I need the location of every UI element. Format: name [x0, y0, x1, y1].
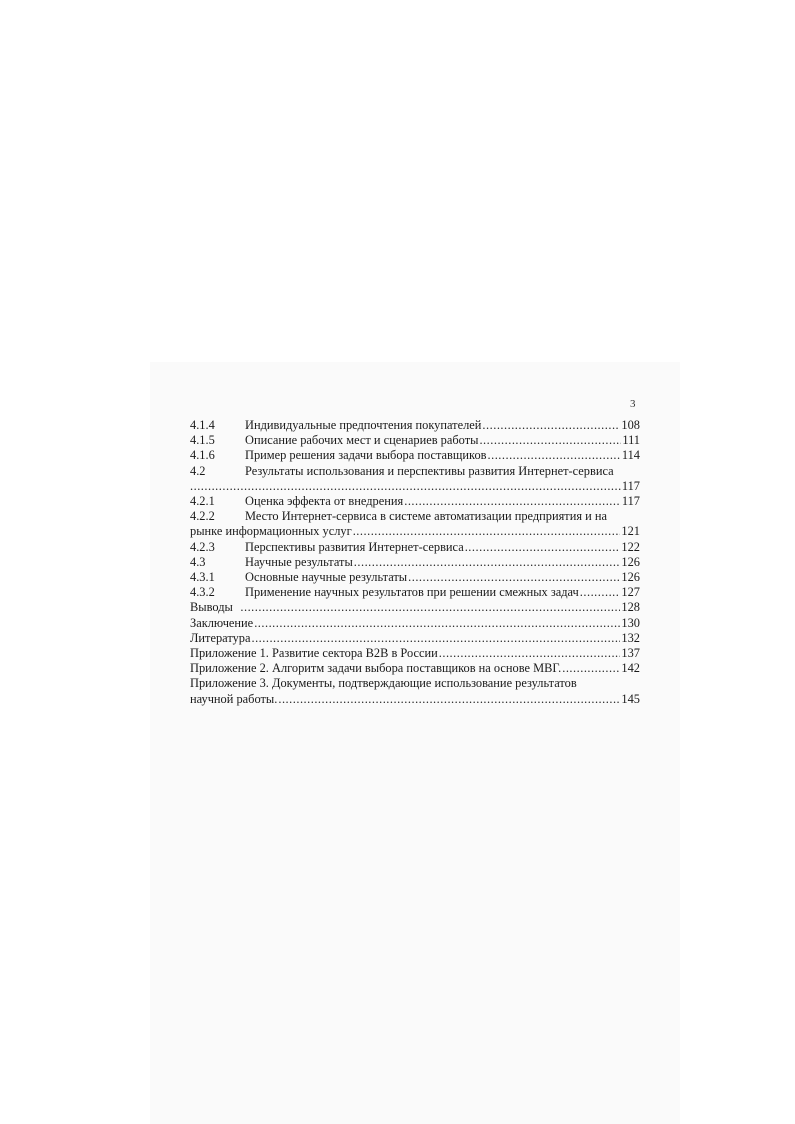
toc-leader-dots [251, 631, 620, 646]
toc-entry-literature [190, 631, 640, 646]
toc-entry-number: 4.2.3 [190, 539, 215, 554]
toc-leader-dots [354, 555, 621, 570]
toc-entry-number: 4.2.1 [190, 494, 215, 509]
toc-entry-4-2-1 [190, 494, 640, 509]
toc-entry-title: Приложение 3. Документы, подтверждающие использование результатов [190, 676, 577, 691]
toc-entry-title: Пример решения задачи выбора поставщиков [245, 448, 487, 463]
toc-leader-dots [488, 448, 621, 463]
toc-entry-summary [190, 616, 640, 631]
toc-entry-title: Заключение [190, 615, 254, 630]
toc-entry-title: Научные результаты [245, 554, 353, 569]
toc-entry-appendix-3 [190, 676, 640, 691]
toc-entry-title: Результаты использования и перспективы развития Интернет-сервиса [245, 463, 614, 478]
toc-leader-dots [190, 479, 621, 494]
toc-entry-4-2 [190, 464, 640, 479]
toc-entry-title: Выводы [190, 600, 233, 615]
toc-entry-title: Литература [190, 630, 251, 645]
toc-leader-dots [404, 494, 621, 509]
toc-entry-page: 117 [621, 494, 640, 509]
toc-entry-title: Приложение 2. Алгоритм задачи выбора поставщиков на основе МВГ. [190, 661, 562, 676]
toc-entry-title: Описание рабочих мест и сценариев работы [245, 433, 479, 448]
toc-leader-dots [408, 570, 620, 585]
toc-entry-page: 126 [621, 570, 640, 585]
toc-entry-page: 121 [621, 524, 640, 539]
toc-entry-4-3 [190, 555, 640, 570]
toc-entry-4-1-4 [190, 418, 640, 433]
toc-entry-page: 127 [621, 585, 640, 600]
toc-entry-title: Применение научных результатов при решении смежных задач [245, 585, 579, 600]
toc-entry-page: 132 [621, 630, 640, 645]
toc-entry-page: 114 [621, 448, 640, 463]
toc-entry-number: 4.3.1 [190, 570, 215, 585]
toc-entry-title: Место Интернет-сервиса в системе автоматизации предприятия и на [245, 509, 608, 524]
toc-entry-4-2-3 [190, 540, 640, 555]
toc-entry-title: Основные научные результаты [245, 570, 408, 585]
toc-entry-title-continuation: научной работы. [190, 691, 278, 706]
toc-entry-4-3-1 [190, 570, 640, 585]
toc-entry-number: 4.1.6 [190, 448, 215, 463]
toc-entry-4-3-2 [190, 585, 640, 600]
toc-entry-number: 4.1.4 [190, 418, 215, 432]
toc-entry-page: 142 [621, 661, 640, 676]
toc-entry-number: 4.1.5 [190, 433, 215, 448]
toc-entry-page: 145 [621, 691, 640, 706]
toc-leader-dots [278, 692, 620, 707]
toc-entry-4-1-6 [190, 448, 640, 463]
toc-entry-page: 117 [621, 478, 640, 493]
toc-entry-4-2-2-continuation [190, 524, 640, 539]
toc-entry-page: 111 [622, 433, 640, 448]
toc-entry-appendix-2 [190, 661, 640, 676]
toc-entry-page: 126 [621, 554, 640, 569]
toc-entry-page: 137 [621, 646, 640, 661]
toc-entry-title: Перспективы развития Интернет-сервиса [245, 539, 464, 554]
toc-leader-dots [353, 524, 621, 539]
toc-entry-appendix-1 [190, 646, 640, 661]
toc-entry-title: Оценка эффекта от внедрения [245, 494, 404, 509]
toc-entry-page: 130 [621, 615, 640, 630]
toc-entry-appendix-3-continuation [190, 692, 640, 707]
toc-entry-4-1-5 [190, 433, 640, 448]
toc-leader-dots [240, 600, 620, 615]
table-of-contents [190, 418, 640, 707]
toc-leader-dots [465, 540, 621, 555]
toc-leader-dots [482, 418, 620, 433]
toc-leader-dots [580, 585, 621, 600]
toc-entry-conclusions [190, 600, 640, 615]
toc-entry-number: 4.3.2 [190, 585, 215, 600]
toc-entry-title-continuation: рынке информационных услуг [190, 524, 352, 539]
toc-leader-dots [479, 433, 621, 448]
toc-entry-number: 4.3 [190, 554, 206, 569]
toc-leader-dots [439, 646, 621, 661]
toc-entry-title: Приложение 1. Развитие сектора B2B в России [190, 646, 438, 661]
toc-entry-page: 122 [621, 539, 640, 554]
page-number: 3 [630, 398, 636, 410]
toc-entry-4-2-continuation [190, 479, 640, 494]
toc-entry-title: Индивидуальные предпочтения покупателей [245, 418, 482, 432]
toc-entry-4-2-2 [190, 509, 640, 524]
toc-entry-number: 4.2 [190, 463, 206, 478]
toc-entry-page: 128 [621, 600, 640, 615]
toc-leader-dots [562, 661, 620, 676]
toc-entry-number: 4.2.2 [190, 509, 215, 524]
toc-leader-dots [254, 616, 620, 631]
toc-entry-page: 108 [621, 418, 640, 432]
